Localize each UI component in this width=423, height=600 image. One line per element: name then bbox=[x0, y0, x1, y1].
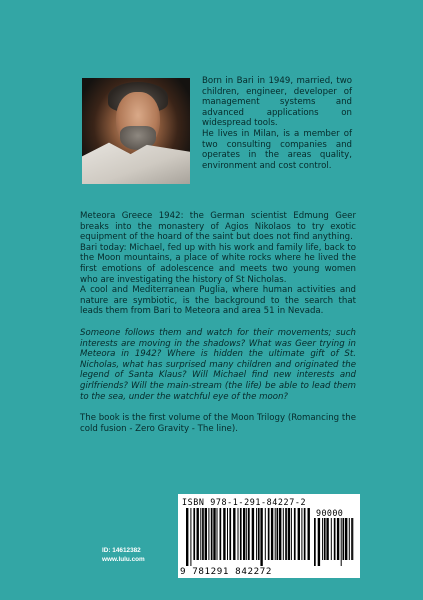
barcode-bar bbox=[314, 518, 316, 566]
publisher-info bbox=[102, 546, 145, 564]
isbn-barcode bbox=[178, 494, 360, 578]
barcode-bar bbox=[349, 518, 350, 560]
barcode-bar bbox=[252, 508, 254, 560]
addon-barcode-bars bbox=[314, 518, 354, 566]
barcode-bar bbox=[288, 508, 290, 560]
barcode-bar bbox=[220, 508, 222, 560]
synopsis-paragraph-2: Bari today: Michael, fed up with his work and family life, back to the Moon mountains, a place of white rocks where he lived the first emotions of adolescence and meets two young women who are investigating the history of St Nicholas. bbox=[80, 242, 356, 285]
barcode-bar bbox=[285, 508, 287, 560]
isbn-addon-number: 90000 bbox=[316, 508, 344, 518]
author-bio bbox=[202, 76, 352, 171]
barcode-bar bbox=[256, 508, 257, 560]
barcode-bar bbox=[322, 518, 323, 560]
barcode-bar bbox=[304, 508, 306, 560]
synopsis-paragraph-1: Meteora Greece 1942: the German scientist Edmung Geer breaks into the monastery of Agios Nikolaos to try exotic equipment of the hoard of the saint but does not find anything. bbox=[80, 211, 356, 243]
barcode-bar bbox=[331, 518, 332, 560]
barcode-bar bbox=[275, 508, 276, 560]
publisher-id: ID: 14612382 bbox=[102, 547, 141, 554]
barcode-bar bbox=[294, 508, 296, 560]
barcode-bar bbox=[233, 508, 235, 560]
barcode-bar bbox=[326, 518, 328, 560]
barcode-bar bbox=[301, 508, 302, 560]
barcode-bar bbox=[324, 518, 326, 560]
synopsis-questions: Someone follows them and watch for their movements; such interests are moving in the shadows? What was Geer trying in Meteora in 1942? Where is hidden the ultimate gift of St. Nicholas, what has surprised many children and originated the legend of Santa Klaus? Will Michael find new interests and girlfriends? Will the main-stream (the life) be able to lead them to the sea, under the watchful eye of the moon? bbox=[80, 327, 356, 402]
barcode-bar bbox=[341, 518, 342, 566]
barcode-bar bbox=[190, 508, 191, 566]
barcode-bar bbox=[208, 508, 209, 560]
barcode-bar bbox=[298, 508, 300, 560]
barcode-bar bbox=[291, 508, 292, 560]
barcode-bar bbox=[193, 508, 195, 560]
barcode-bar bbox=[186, 508, 188, 566]
barcode-bar bbox=[334, 518, 336, 560]
barcode-bar bbox=[337, 518, 339, 560]
barcode-bar bbox=[265, 508, 266, 560]
barcode-bar bbox=[260, 508, 262, 566]
barcode-bar bbox=[308, 508, 310, 560]
barcode-bar bbox=[351, 518, 353, 560]
ean-barcode-bars bbox=[186, 508, 310, 566]
barcode-bar bbox=[213, 508, 215, 560]
bio-line-2: He lives in Milan, is a member of two consulting companies and operates in the areas quality, environment and cost control. bbox=[202, 128, 352, 171]
barcode-bar bbox=[268, 508, 270, 560]
barcode-bar bbox=[248, 508, 250, 560]
isbn-label: ISBN 978-1-291-84227-2 bbox=[182, 497, 307, 507]
barcode-bar bbox=[240, 508, 242, 560]
barcode-bar bbox=[223, 508, 225, 560]
bio-line-1: Born in Bari in 1949, married, two children, engineer, developer of management systems and advanced applications on widespread tools. bbox=[202, 76, 352, 129]
publisher-url: www.lulu.com bbox=[102, 556, 145, 563]
barcode-bar bbox=[202, 508, 204, 560]
synopsis bbox=[80, 211, 356, 434]
barcode-bar bbox=[343, 518, 345, 560]
barcode-bar bbox=[318, 518, 320, 566]
barcode-bar bbox=[211, 508, 213, 560]
barcode-bar bbox=[205, 508, 207, 560]
synopsis-paragraph-3: A cool and Mediterranean Puglia, where human activities and nature are symbiotic, is the background to the search that leads them from Bari to Meteora and area 51 in Nevada. bbox=[80, 285, 356, 317]
barcode-bar bbox=[229, 508, 231, 560]
barcode-bar bbox=[271, 508, 273, 560]
barcode-bar bbox=[238, 508, 239, 560]
barcode-bar bbox=[197, 508, 199, 560]
barcode-bar bbox=[279, 508, 281, 560]
barcode-bar bbox=[283, 508, 284, 560]
barcode-bar bbox=[246, 508, 247, 560]
barcode-bar bbox=[217, 508, 218, 560]
author-photo bbox=[82, 78, 190, 184]
synopsis-trilogy-note: The book is the first volume of the Moon Trilogy (Romancing the cold fusion - Zero Gravity - The line). bbox=[80, 413, 356, 434]
ean-digits: 9 781291 842272 bbox=[180, 566, 272, 577]
barcode-bar bbox=[243, 508, 245, 560]
barcode-bar bbox=[227, 508, 228, 560]
barcode-bar bbox=[258, 508, 260, 560]
barcode-bar bbox=[277, 508, 279, 560]
barcode-bar bbox=[345, 518, 347, 560]
barcode-bar bbox=[200, 508, 201, 560]
